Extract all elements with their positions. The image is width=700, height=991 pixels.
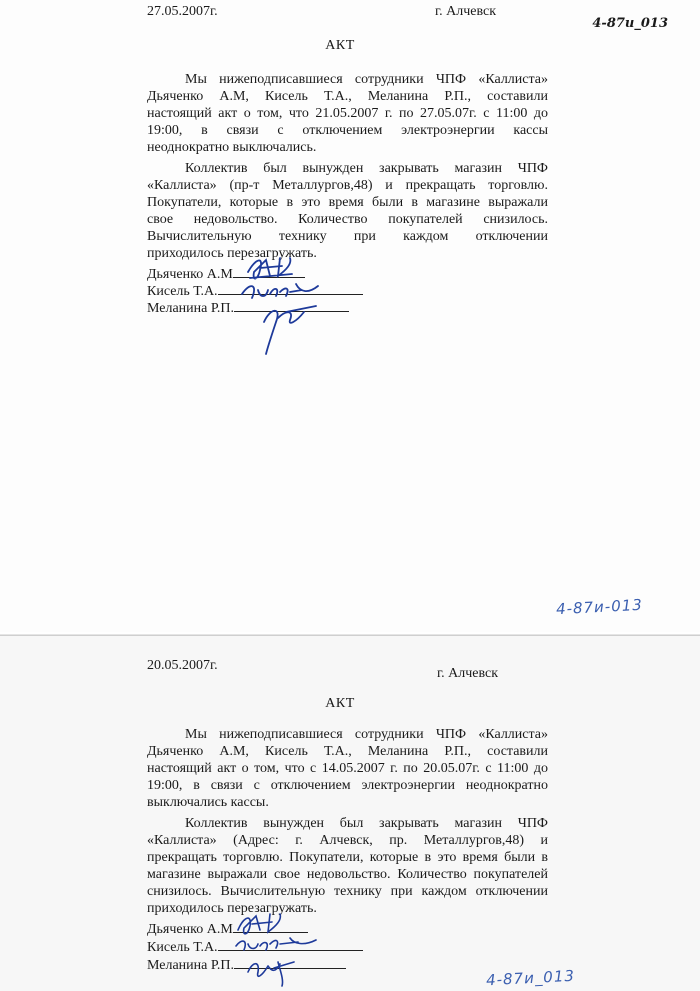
handwritten-code: 4-87и-013 bbox=[555, 595, 644, 619]
act-city: г. Алчевск bbox=[435, 4, 497, 19]
text-line: Дьяченко А.М, Кисель Т.А., Меланина Р.П., составили bbox=[147, 744, 548, 759]
text-line: приходилось перезагружать. bbox=[147, 901, 317, 916]
signer-name: Кисель Т.А. bbox=[147, 940, 218, 955]
text-line: 19:00, в связи с отключением электроэнергии кассы bbox=[147, 123, 548, 138]
text-line: Коллектив был вынужден закрывать магазин ЧПФ bbox=[185, 161, 548, 176]
handwritten-signatures bbox=[230, 250, 360, 360]
signer-name: Меланина Р.П. bbox=[147, 958, 235, 973]
text-line: магазине выражали свое недовольство. Количество покупателей bbox=[147, 867, 548, 882]
act-city: г. Алчевск bbox=[437, 666, 499, 681]
text-line: Вычислительную технику при каждом отключении bbox=[147, 229, 548, 244]
text-line: Мы нижеподписавшиеся сотрудники ЧПФ «Каллиста» bbox=[185, 72, 548, 87]
text-line: Коллектив вынужден был закрывать магазин ЧПФ bbox=[185, 816, 548, 831]
text-line: «Каллиста» (пр-т Металлургов,48) и прекращать торговлю. bbox=[147, 178, 548, 193]
document-code: 4-87и_013 bbox=[592, 16, 668, 31]
act-sheet-2 bbox=[0, 635, 700, 991]
text-line: приходилось перезагружать. bbox=[147, 246, 317, 261]
text-line: выключались кассы. bbox=[147, 795, 269, 810]
act-title: АКТ bbox=[325, 696, 355, 711]
text-line: «Каллиста» (Адрес: г. Алчевск, пр. Металлургов,48) и bbox=[147, 833, 548, 848]
text-line: снизилось. Вычислительную технику при каждом отключении bbox=[147, 884, 548, 899]
handwritten-code: 4-87и_013 bbox=[485, 966, 576, 990]
text-line: Мы нижеподписавшиеся сотрудники ЧПФ «Каллиста» bbox=[185, 727, 548, 742]
act-title: АКТ bbox=[325, 38, 355, 53]
text-line: настоящий акт о том, что с 14.05.2007 г. по 20.05.07г. с 11:00 до bbox=[147, 761, 548, 776]
signer-name: Дьяченко А.М bbox=[147, 267, 233, 282]
signer-name: Кисель Т.А. bbox=[147, 284, 218, 299]
handwritten-signatures bbox=[228, 910, 338, 990]
text-line: Покупатели, которые в это время были в магазине выражали bbox=[147, 195, 548, 210]
signer-name: Меланина Р.П. bbox=[147, 301, 235, 316]
signer-name: Дьяченко А.М bbox=[147, 922, 233, 937]
text-line: Дьяченко А.М, Кисель Т.А., Меланина Р.П., составили bbox=[147, 89, 548, 104]
text-line: настоящий акт о том, что 21.05.2007 г. по 27.05.07г. с 11:00 до bbox=[147, 106, 548, 121]
text-line: свое недовольство. Количество покупателей снизилось. bbox=[147, 212, 548, 227]
text-line: неоднократно выключались. bbox=[147, 140, 317, 155]
text-line: 19:00, в связи с отключением электроэнергии неоднократно bbox=[147, 778, 548, 793]
text-line: прекращать торговлю. Покупатели, которые в это время были в bbox=[147, 850, 548, 865]
act-date: 27.05.2007г. bbox=[147, 4, 218, 19]
act-date: 20.05.2007г. bbox=[147, 658, 218, 673]
